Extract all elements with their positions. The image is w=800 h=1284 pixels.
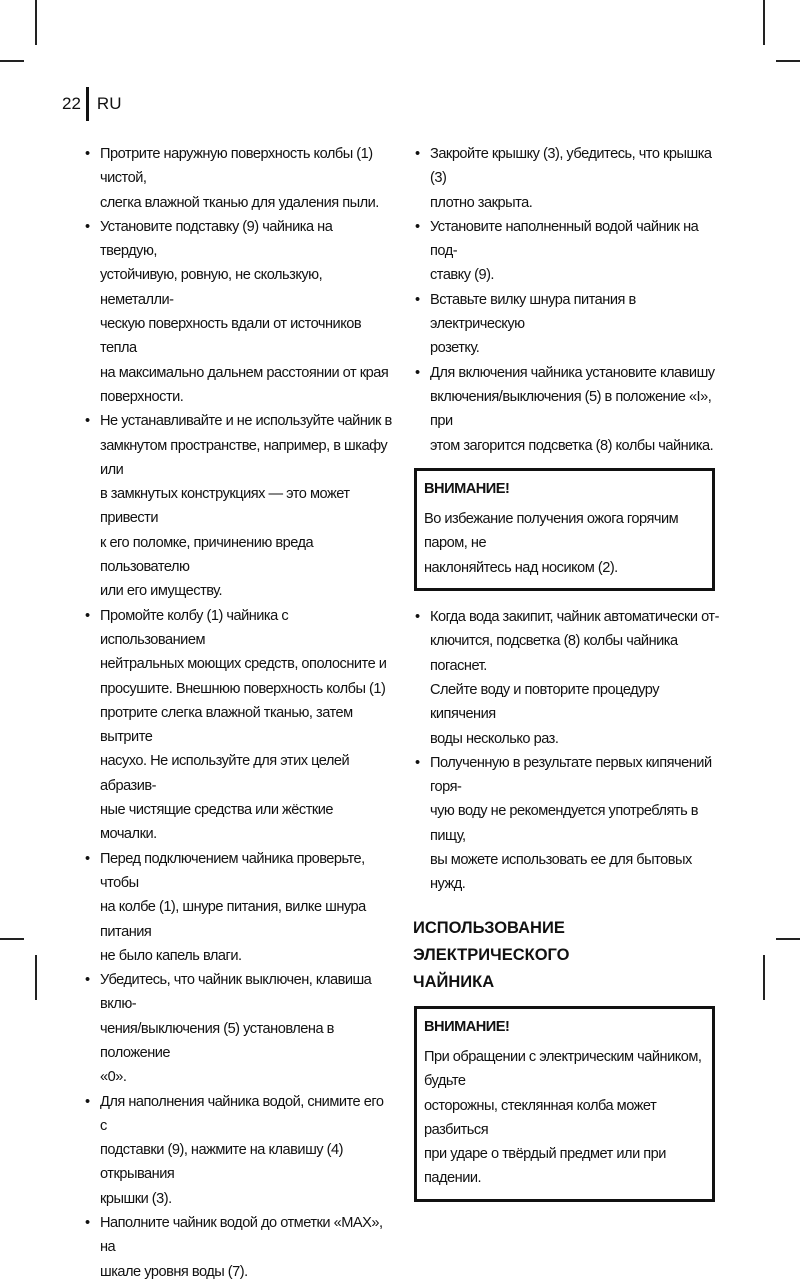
crop-mark-top-left-vertical xyxy=(35,0,37,45)
crop-mark-bottom-left-horizontal xyxy=(0,938,24,940)
left-bullet-list xyxy=(80,142,392,1284)
language-label: RU xyxy=(96,94,122,113)
warning-title: ВНИМАНИЕ! xyxy=(424,480,510,497)
right-column xyxy=(410,142,720,1216)
right-bullet-list-top xyxy=(410,142,720,458)
crop-mark-top-right-horizontal xyxy=(776,60,800,62)
crop-mark-bottom-right-horizontal xyxy=(776,938,800,940)
header-divider xyxy=(86,87,89,121)
list-item: • Протрите наружную поверхность колбы (1) чистой, слегка влажной тканью для удаления пыли. xyxy=(80,142,392,215)
list-item: • Убедитесь, что чайник выключен, клавиша вклю- чения/выключения (5) установлена в положение «0». xyxy=(80,968,392,1089)
crop-mark-bottom-left-vertical xyxy=(35,955,37,1000)
list-item: • Полученную в результате первых кипячений горя- чую воду не рекомендуется употреблять в пищу, вы можете использовать ее для бытовых нужд. xyxy=(410,751,720,897)
list-item: • Установите наполненный водой чайник на под- ставку (9). xyxy=(410,215,720,288)
page-header xyxy=(62,86,121,122)
crop-mark-bottom-right-vertical xyxy=(763,955,765,1000)
warning-text: Во избежание получения ожога горячим паром, не наклоняйтесь над носиком (2). xyxy=(424,511,679,576)
crop-mark-top-left-horizontal xyxy=(0,60,24,62)
list-item: • Для наполнения чайника водой, снимите его с подставки (9), нажмите на клавишу (4) открывания крышки (3). xyxy=(80,1090,392,1211)
warning-title: ВНИМАНИЕ! xyxy=(424,1018,510,1035)
list-item: • Наполните чайник водой до отметки «MAX», на шкале уровня воды (7). xyxy=(80,1211,392,1284)
list-item: • Закройте крышку (3), убедитесь, что крышка (3) плотно закрыта. xyxy=(410,142,720,215)
warning-box-steam xyxy=(414,468,715,591)
list-item: • Установите подставку (9) чайника на твердую, устойчивую, ровную, не скользкую, неметалли- ческую поверхность вдали от источников тепла на максимально дальнем расстоянии от края поверхности. xyxy=(80,215,392,409)
list-item: • Перед подключением чайника проверьте, чтобы на колбе (1), шнуре питания, вилке шнура питания не было капель влаги. xyxy=(80,847,392,968)
right-bullet-list-middle xyxy=(410,605,720,897)
list-item: • Не устанавливайте и не используйте чайник в замкнутом пространстве, например, в шкафу или в замкнутых конструкциях — это может привести к его поломке, причинению вреда пользователю или его имуществу. xyxy=(80,409,392,603)
left-column xyxy=(80,142,392,1284)
crop-mark-top-right-vertical xyxy=(763,0,765,45)
page-number: 22 xyxy=(62,94,81,113)
list-item: • Для включения чайника установите клавишу включения/выключения (5) в положение «I», при этом загорится подсветка (8) колбы чайника. xyxy=(410,361,720,458)
list-item: • Вставьте вилку шнура питания в электрическую розетку. xyxy=(410,288,720,361)
warning-box-glass xyxy=(414,1006,715,1202)
list-item: • Промойте колбу (1) чайника с использованием нейтральных моющих средств, ополосните и просушите. Внешнюю поверхность колбы (1) протрите слегка влажной тканью, затем вытрите насухо. Не используйте для этих целей абразив- ные чистящие средства или жёсткие мочалки. xyxy=(80,604,392,847)
list-item: • Когда вода закипит, чайник автоматически от- ключится, подсветка (8) колбы чайника погаснет. Слейте воду и повторите процедуру кипячения воды несколько раз. xyxy=(410,605,720,751)
warning-text: При обращении с электрическим чайником, будьте осторожны, стеклянная колба может разбиться при ударе о твёрдый предмет или при падении. xyxy=(424,1048,702,1187)
section-heading: ИСПОЛЬЗОВАНИЕ ЭЛЕКТРИЧЕСКОГО ЧАЙНИКА xyxy=(413,918,570,991)
